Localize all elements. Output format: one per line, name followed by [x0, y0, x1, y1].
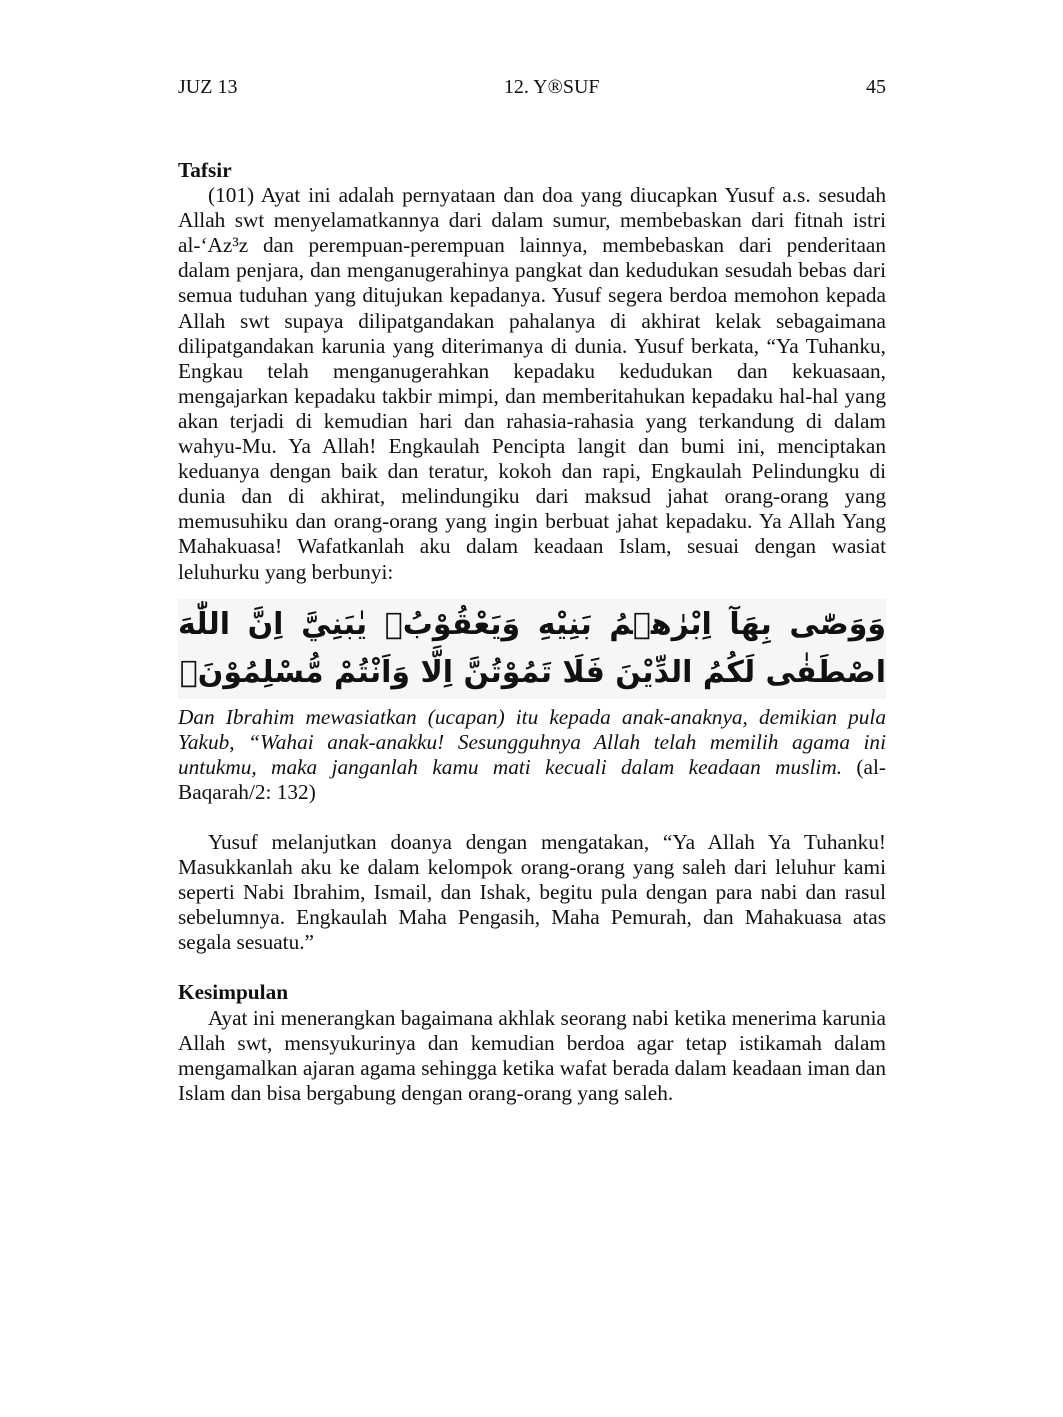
page-number: 45	[865, 76, 886, 98]
kesimpulan-heading: Kesimpulan	[178, 980, 289, 1005]
kesimpulan-paragraph: Ayat ini menerangkan bagaimana akhlak seorang nabi ketika menerima karunia Allah swt, mensyukurinya dan kemudian berdoa agar tetap istikamah dalam mengamalkan ajaran agama sehingga ketika wafat berada dalam keadaan iman dan Islam dan bisa bergabung dengan orang-orang yang saleh.	[178, 1005, 886, 1105]
running-header	[178, 76, 886, 99]
translation-text: Dan Ibrahim mewasiatkan (ucapan) itu kepada anak-anaknya, demikian pula Yakub, “Wahai anak-anakku! Sesungguhnya Allah telah memilih agama ini untukmu, maka janganlah kamu mati kecuali dalam keadaan muslim.	[178, 704, 886, 779]
juz-label: JUZ 13	[178, 76, 238, 98]
surah-title: 12. Y®SUF	[503, 76, 600, 98]
verse-translation	[178, 705, 886, 805]
tafsir-heading: Tafsir	[178, 158, 232, 182]
tafsir-paragraph-2: Yusuf melanjutkan doanya dengan mengatakan, “Ya Allah Ya Tuhanku! Masukkanlah aku ke dalam kelompok orang-orang yang saleh dari leluhur kami seperti Nabi Ibrahim, Ismail, dan Ishak, begitu pula dengan para nabi dan rasul sebelumnya. Engkaulah Maha Pengasih, Maha Pemurah, dan Mahakuasa atas segala sesuatu.”	[178, 829, 886, 955]
arabic-verse: وَوَصّٰى بِهَآ اِبْرٰهٖمُ بَنِيْهِ وَيَعْقُوْبُۗ يٰبَنِيَّ اِنَّ اللّٰهَ اصْطَفٰى لَكُمُ الدِّيْنَ فَلَا تَمُوْتُنَّ اِلَّا وَاَنْتُمْ مُّسْلِمُوْنَۗ	[178, 599, 886, 699]
tafsir-paragraph-1: (101) Ayat ini adalah pernyataan dan doa yang diucapkan Yusuf a.s. sesudah Allah swt menyelamatkannya dari dalam sumur, membebaskan dari fitnah istri al-‘Az³z dan perempuan-perempuan lainnya, membebaskan dari penderitaan dalam penjara, dan menganugerahinya pangkat dan kedudukan sesudah bebas dari semua tuduhan yang ditujukan kepadanya. Yusuf segera berdoa memohon kepada Allah swt supaya dilipatgandakan pahalanya di akhirat kelak sebagaimana dilipatgandakan karunia yang diterimanya di dunia. Yusuf berkata, “Ya Tuhanku, Engkau telah menganugerahkan kepadaku kedudukan dan kekuasaan, mengajarkan kepadaku takbir mimpi, dan memberitahukan kepadaku hal-hal yang akan terjadi di kemudian hari dan rahasia-rahasia yang terkandung di dalam wahyu-Mu. Ya Allah! Engkaulah Pencipta langit dan bumi ini, menciptakan keduanya dengan baik dan teratur, kokoh dan rapi, Engkaulah Pelindungku di dunia dan di akhirat, melindungiku dari maksud jahat orang-orang yang memusuhiku dan orang-orang yang ingin berbuat jahat kepadaku. Ya Allah Yang Mahakuasa! Wafatkanlah aku dalam keadaan Islam, sesuai dengan wasiat leluhurku yang berbunyi:	[178, 183, 886, 584]
page-body	[178, 158, 886, 1106]
verse-citation: (al-Baqarah/2: 132)	[178, 754, 886, 804]
